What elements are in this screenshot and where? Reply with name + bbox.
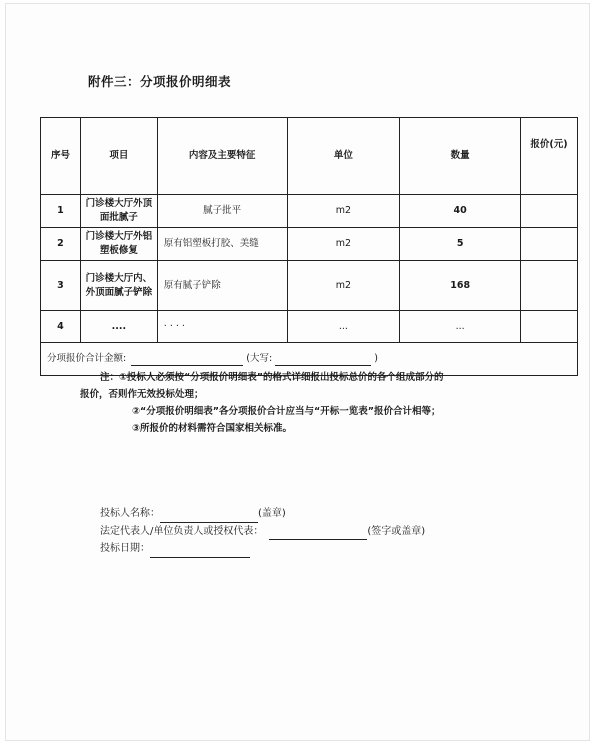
representative-line <box>100 523 425 541</box>
cell-unit: m2 <box>287 261 400 311</box>
notes-block <box>80 369 560 437</box>
header-price: 报价(元) <box>521 118 578 195</box>
cell-no: 2 <box>41 228 81 261</box>
header-no: 序号 <box>41 118 81 195</box>
note-line-3: ②“分项报价明细表”各分项报价合计应当与“开标一览表”报价合计相等； <box>132 406 441 417</box>
cell-price <box>521 195 578 228</box>
cell-content: · · · · <box>157 311 287 343</box>
table-row <box>41 261 578 311</box>
cell-qty: 5 <box>400 228 521 261</box>
cell-item: .... <box>80 311 157 343</box>
bid-date-line <box>100 540 425 558</box>
cell-unit: m2 <box>287 195 400 228</box>
cell-content: 原有腻子铲除 <box>157 261 287 311</box>
table-header-row <box>41 118 578 195</box>
cell-qty: 40 <box>400 195 521 228</box>
quote-detail-table <box>40 117 578 376</box>
bidder-name-line <box>100 505 425 523</box>
cell-price <box>521 261 578 311</box>
cell-no: 1 <box>41 195 81 228</box>
note-line-2: 报价，否则作无效投标处理； <box>80 389 204 400</box>
cell-no: 3 <box>41 261 81 311</box>
bidder-name-label: 投标人名称： <box>100 508 160 519</box>
header-unit: 单位 <box>287 118 400 195</box>
header-item: 项目 <box>80 118 157 195</box>
note-line-4: ③所报价的材料需符合国家相关标准。 <box>132 423 293 434</box>
total-daxie-label: (大写: <box>246 353 273 364</box>
bidder-name-field[interactable] <box>160 509 258 523</box>
total-daxie-blank[interactable] <box>275 353 371 366</box>
note-line-1: 注：①投标人必须按“分项报价明细表”的格式详细报出投标总价的各个组成部分的 <box>100 372 444 383</box>
page-title: 附件三：分项报价明细表 <box>88 74 232 89</box>
total-amount-blank[interactable] <box>131 353 243 366</box>
cell-qty: 168 <box>400 261 521 311</box>
table-row <box>41 195 578 228</box>
total-close: ) <box>374 353 378 364</box>
cell-no: 4 <box>41 311 81 343</box>
cell-qty: ... <box>400 311 521 343</box>
table-row <box>41 228 578 261</box>
cell-item: 门诊楼大厅外铝塑板修复 <box>80 228 157 261</box>
cell-content: 腻子批平 <box>157 195 287 228</box>
header-content: 内容及主要特征 <box>157 118 287 195</box>
representative-field[interactable] <box>269 526 367 540</box>
header-qty: 数量 <box>400 118 521 195</box>
cell-unit: m2 <box>287 228 400 261</box>
cell-content: 原有铝塑板打胶、美缝 <box>157 228 287 261</box>
table-row <box>41 311 578 343</box>
total-label: 分项报价合计金额: <box>47 353 127 364</box>
bid-date-field[interactable] <box>150 544 250 558</box>
representative-sign-note: (签字或盖章) <box>367 525 426 537</box>
cell-item: 门诊楼大厅外顶面批腻子 <box>80 195 157 228</box>
bidder-seal-note: (盖章) <box>258 508 286 519</box>
bid-date-label: 投标日期： <box>100 543 150 554</box>
cell-price <box>521 311 578 343</box>
cell-item: 门诊楼大厅内、外顶面腻子铲除 <box>80 261 157 311</box>
signature-block <box>100 505 425 558</box>
cell-unit: ... <box>287 311 400 343</box>
representative-label: 法定代表人/单位负责人或授权代表： <box>100 525 264 537</box>
cell-price <box>521 228 578 261</box>
